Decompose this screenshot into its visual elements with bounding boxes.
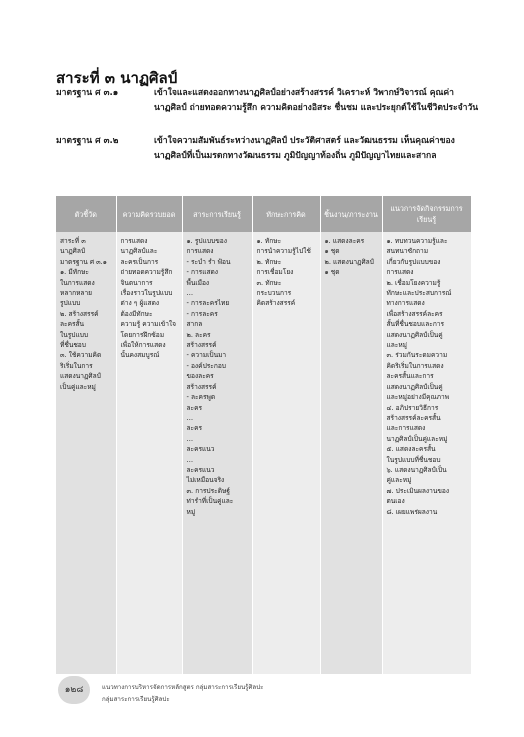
cell-line: ละครแนว: [186, 465, 215, 474]
cell-line: ละครแนว: [186, 445, 215, 454]
cell-line: ละครเป็นการ: [120, 257, 159, 266]
cell-line: นาฏศิลป์เป็นคู่และหมู่: [386, 434, 448, 443]
cell-line: กระบวนการ: [256, 289, 292, 298]
cell-line: คิดริเริ่มในการแสดง: [386, 361, 444, 370]
standard-2-text: เข้าใจความสัมพันธ์ระหว่างนาฏศิลป์ ประวัติศาสตร์ และวัฒนธรรม เห็นคุณค่าของนาฏศิลป์ที่เป็นมรดกทางวัฒนธรรม ภูมิปัญญาท้องถิ่น ภูมิปัญญาไทยและสากล: [154, 136, 455, 161]
cell-line: เป็นคู่และหมู่: [60, 382, 96, 391]
header-core-concept: ความคิดรวบยอด: [116, 196, 182, 232]
cell-line: ในการแสดง: [60, 278, 95, 287]
cell-line: สร้างสรรค์: [186, 341, 217, 350]
cell-line: …: [186, 289, 194, 298]
cell-line: หมู่: [186, 507, 196, 516]
indicator-table: [56, 196, 472, 674]
footer-line-1: แนวทางการบริหารจัดการหลักสูตร กลุ่มสาระการเรียนรู้ศิลปะ: [102, 684, 264, 691]
cell-line: ตนเอง: [386, 497, 405, 506]
cell-line: - องค์ประกอบ: [186, 361, 226, 370]
cell-line: ถ่ายทอดความรู้สึก: [120, 268, 173, 277]
cell-line: แสดงนาฏศิลป์: [60, 372, 101, 381]
cell-line: ๒. สร้างสรรค์: [60, 309, 99, 318]
cell-line: ๓. ร่วมกันระดมความ: [386, 351, 448, 360]
page-number: ๑๒๘: [58, 676, 90, 704]
cell-line: ๑. แสดงละคร: [324, 237, 365, 245]
cell-line: ๓. ใช้ความคิด: [60, 351, 102, 360]
cell-line: ๑. ทบทวนความรู้และ: [386, 237, 448, 245]
cell-line: ๓. การประดิษฐ์: [186, 486, 230, 495]
cell-line: หลากหลาย: [60, 289, 93, 298]
cell-line: สร้างสรรค์: [186, 382, 217, 391]
cell-line: ๒. แสดงนาฏศิลป์: [324, 257, 374, 266]
cell-line: ที่ชื่นชอบ: [60, 341, 86, 350]
footer-line-2: กลุ่มสาระการเรียนรู้ศิลปะ: [102, 696, 170, 703]
cell-line: ริเริ่มในการ: [60, 361, 93, 370]
cell-line: ในรูปแบบ: [60, 330, 89, 339]
cell-thinking-skills: [252, 232, 320, 674]
cell-line: ของละคร: [186, 372, 214, 381]
cell-line: ๗. ประเมินผลงานของ: [386, 486, 450, 495]
cell-line: ๖. แสดงนาฏศิลป์เป็น: [386, 465, 447, 474]
cell-indicators: [56, 232, 116, 674]
cell-line: ๑. มีทักษะ: [60, 268, 89, 277]
cell-core-concept: [116, 232, 182, 674]
cell-line: พื้นเมือง: [186, 278, 210, 287]
table-row: [56, 232, 471, 674]
cell-line: สร้างสรรค์ละครสั้น: [386, 413, 441, 422]
cell-line: มาตรฐาน ศ ๓.๑: [60, 257, 107, 266]
header-learning-content: สาระการเรียนรู้: [182, 196, 252, 232]
cell-tasks: [320, 232, 382, 674]
cell-line: ละครสั้นและการ: [386, 372, 434, 381]
cell-line: สนทนาซักถาม: [386, 247, 429, 256]
cell-line: แสดงนาฏศิลป์เป็นคู่: [386, 382, 443, 391]
cell-line: สากล: [186, 320, 203, 329]
cell-line: - การแสดง: [186, 268, 218, 277]
cell-line: สั้นที่ชื่นชอบและการ: [386, 320, 445, 329]
cell-line: นาฏศิลป์และ: [120, 247, 158, 256]
cell-line: ละคร: [186, 424, 203, 433]
cell-line: - ละครพูด: [186, 393, 216, 402]
standard-2-label: มาตรฐาน ศ ๓.๒: [56, 136, 119, 146]
cell-line: ๘. เผยแพร่ผลงาน: [386, 507, 438, 516]
standard-1: [56, 86, 480, 116]
cell-line: ไม่เหมือนจริง: [186, 476, 225, 485]
cell-line: ทักษะและประสบการณ์: [386, 289, 452, 298]
cell-line: ๑ ชุด: [324, 268, 340, 277]
cell-line: เกี่ยวกับรูปแบบของ: [386, 257, 441, 266]
cell-line: นั้นคงสมบูรณ์: [120, 351, 160, 360]
cell-line: เพื่อสร้างสรรค์ละคร: [386, 309, 443, 318]
cell-line: ๔. อภิปรายวิธีการ: [386, 403, 439, 412]
cell-line: สาระที่ ๓: [60, 237, 86, 245]
cell-line: ต้องมีทักษะ: [120, 309, 153, 318]
cell-learning-content: [182, 232, 252, 674]
cell-line: …: [186, 413, 194, 422]
cell-line: รูปแบบ: [60, 299, 81, 308]
cell-line: และหมู่: [386, 341, 408, 350]
cell-line: การเชื่อมโยง: [256, 268, 294, 277]
cell-line: คิดสร้างสรรค์: [256, 299, 296, 308]
cell-line: ๒. ทักษะ: [256, 257, 282, 266]
cell-line: ท่ารำที่เป็นคู่และ: [186, 497, 234, 506]
cell-line: ๒. เชื่อมโยงความรู้: [386, 278, 441, 287]
cell-line: โดยการฝึกซ้อม: [120, 330, 165, 339]
cell-line: - ระบำ รำ ฟ้อน: [186, 257, 231, 266]
cell-line: จินตนาการ: [120, 278, 153, 287]
cell-line: ต่าง ๆ ผู้แสดง: [120, 299, 160, 308]
cell-line: ละครสั้น: [60, 320, 85, 329]
cell-line: ๕. แสดงละครสั้น: [386, 445, 436, 454]
cell-line: การแสดง: [186, 247, 214, 256]
cell-line: การนำความรู้ไปใช้: [256, 247, 311, 256]
cell-line: เรื่องราวในรูปแบบ: [120, 289, 173, 298]
cell-line: แสดงนาฏศิลป์เป็นคู่: [386, 330, 443, 339]
cell-line: และหมู่อย่างมีคุณภาพ: [386, 393, 450, 402]
cell-line: การแสดง: [120, 237, 148, 245]
standard-1-label: มาตรฐาน ศ ๓.๑: [56, 88, 119, 98]
standard-2: [56, 134, 480, 164]
header-tasks: ชิ้นงาน/ภาระงาน: [320, 196, 382, 232]
cell-line: - การละคร: [186, 309, 218, 318]
cell-line: เพื่อให้การแสดง: [120, 341, 166, 350]
cell-line: คู่และหมู่: [386, 476, 412, 485]
cell-line: ความรู้ ความเข้าใจ: [120, 320, 177, 329]
cell-line: ละคร: [186, 403, 203, 412]
cell-line: ๑. ทักษะ: [256, 237, 282, 245]
cell-line: ๑ ชุด: [324, 247, 340, 256]
table-header-row: [56, 196, 471, 232]
cell-line: ๑. รูปแบบของ: [186, 237, 227, 245]
cell-line: และการแสดง: [386, 424, 426, 433]
header-activities: แนวการจัดกิจกรรมการเรียนรู้: [382, 196, 471, 232]
cell-line: ๒. ละคร: [186, 330, 211, 339]
cell-line: ทางการแสดง: [386, 299, 425, 308]
strand-title: สาระที่ ๓ นาฏศิลป์: [56, 69, 178, 87]
cell-line: …: [186, 455, 194, 464]
cell-line: นาฏศิลป์: [60, 247, 86, 256]
cell-line: - การละครไทย: [186, 299, 230, 308]
header-thinking-skills: ทักษะการคิด: [252, 196, 320, 232]
header-indicators: ตัวชี้วัด: [56, 196, 116, 232]
cell-line: …: [186, 434, 194, 443]
cell-activities: [382, 232, 471, 674]
cell-line: การแสดง: [386, 268, 414, 277]
cell-line: ในรูปแบบที่ชื่นชอบ: [386, 455, 441, 464]
cell-line: ๓. ทักษะ: [256, 278, 282, 287]
standard-1-text: เข้าใจและแสดงออกทางนาฏศิลป์อย่างสร้างสรรค์ วิเคราะห์ วิพากษ์วิจารณ์ คุณค่านาฏศิลป์ ถ่ายทอดความรู้สึก ความคิดอย่างอิสระ ชื่นชม และประยุกต์ใช้ในชีวิตประจำวัน: [154, 88, 479, 113]
cell-line: - ความเป็นมา: [186, 351, 227, 360]
